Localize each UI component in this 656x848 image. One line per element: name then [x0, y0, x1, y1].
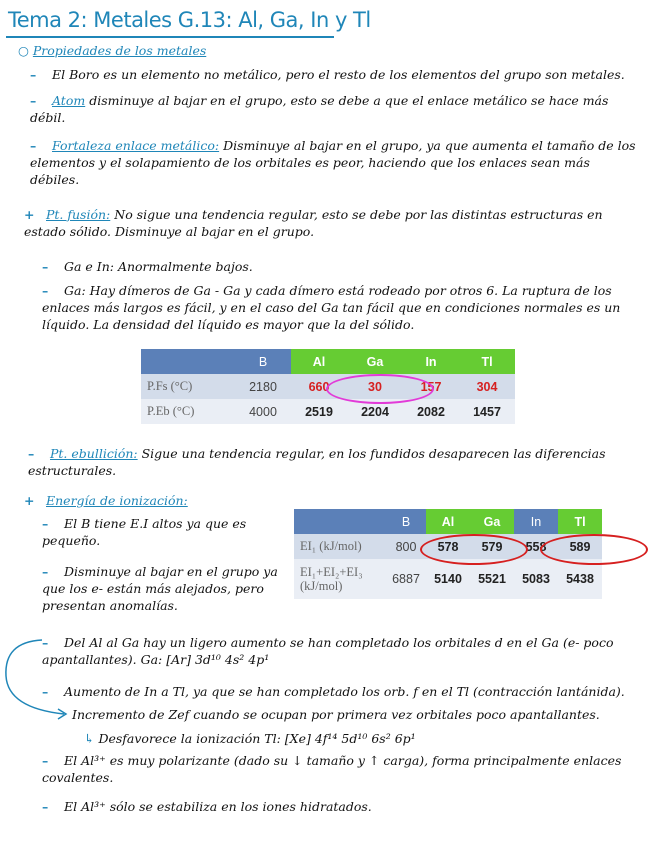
text-al3-estabiliza: El Al³⁺ sólo se estabiliza en los iones hidratados. [64, 799, 372, 814]
text-al-ga-aumento: Del Al al Ga hay un ligero aumento se han completado los orbitales d en el Ga (e- poco apantallantes). Ga: [Ar] 3d¹⁰ 4s² 4p¹ [42, 635, 614, 667]
table-cell: 2082 [403, 399, 459, 424]
circle-bullet-icon: ○ [18, 43, 33, 58]
table-header-cell: Tl [558, 509, 602, 534]
highlight-ellipse-al-ga [420, 534, 528, 565]
table-cell: 660 [291, 374, 347, 399]
table-header-row [141, 349, 515, 374]
dash-bullet-icon: – [30, 93, 37, 108]
dash-bullet-icon: – [30, 67, 37, 82]
plus-bullet-icon: + [24, 207, 35, 222]
item-al3-estabiliza [42, 798, 644, 815]
table-cell: 2519 [291, 399, 347, 424]
table-header-cell: B [386, 509, 426, 534]
dash-bullet-icon: – [42, 516, 49, 531]
table-cell: 558 [514, 534, 558, 559]
table-header-cell: In [514, 509, 558, 534]
table-cell: 157 [403, 374, 459, 399]
dash-bullet-icon: – [42, 635, 49, 650]
item-al3-polarizante [42, 752, 644, 786]
table-cell: 6887 [386, 559, 426, 599]
table-cell: EI₁ (kJ/mol) [294, 534, 386, 559]
table-cell: 578 [426, 534, 470, 559]
dash-bullet-icon: – [42, 799, 49, 814]
table-cell: 5521 [470, 559, 514, 599]
text-ga-dimeros: Ga: Hay dímeros de Ga - Ga y cada dímero está rodeado por otros 6. La ruptura de los enlaces más largos es fácil, y en el caso del Ga tan fácil que en condiciones normales es un líquido. La densidad del líquido es mayor que la del sólido. [42, 283, 621, 332]
table-cell: 5083 [514, 559, 558, 599]
text-ga-in: Ga e In: Anormalmente bajos. [64, 259, 253, 274]
table-cell: 5438 [558, 559, 602, 599]
table-header-cell: Ga [347, 349, 403, 374]
table-header-cell: In [403, 349, 459, 374]
table-cell: 5140 [426, 559, 470, 599]
text-incremento-zef: Incremento de Zef cuando se ocupan por primera vez orbitales poco apantallantes. [72, 707, 600, 722]
text-ei-boro: El B tiene E.I altos ya que es pequeño. [42, 516, 247, 548]
term-punto-fusion: Pt. fusión: [46, 207, 111, 222]
title-underline [6, 36, 334, 38]
text-desfavorece: Desfavorece la ionización Tl: [Xe] 4f¹⁴ 5d¹⁰ 6s² 6p¹ [98, 731, 416, 746]
text-boro: El Boro es un elemento no metálico, pero el resto de los elementos del grupo son metales. [52, 67, 625, 82]
text-punto-ebullicion: Sigue una tendencia regular, en los fundidos desaparecen las diferencias estructurales. [28, 446, 606, 478]
item-punto-ebullicion [28, 445, 636, 479]
table-header-cell: B [235, 349, 291, 374]
table-cell: 304 [459, 374, 515, 399]
item-ei-disminuye [42, 563, 292, 614]
dash-bullet-icon: – [28, 446, 35, 461]
dash-bullet-icon: – [42, 283, 49, 298]
text-ei-disminuye: Disminuye al bajar en el grupo ya que los e- están más alejados, pero presentan anomalías. [42, 564, 278, 613]
table-cell: EI₁+EI₂+EI₃ (kJ/mol) [294, 559, 386, 599]
table-header-cell: Ga [470, 509, 514, 534]
item-ga-in [42, 258, 632, 275]
item-boro [30, 66, 636, 83]
curved-arrow-icon: ↳ [84, 731, 99, 746]
table-cell: 589 [558, 534, 602, 559]
plus-bullet-icon: + [24, 493, 35, 508]
table-cell: 800 [386, 534, 426, 559]
table-header-cell: Al [426, 509, 470, 534]
table-cell: 30 [347, 374, 403, 399]
table-header-row [294, 509, 602, 534]
item-punto-fusion [24, 206, 636, 240]
highlight-ellipse-ga-in [326, 374, 434, 404]
table-row [294, 559, 602, 599]
table-cell: P.Eb (°C) [141, 399, 235, 424]
item-al-ga-aumento [42, 634, 636, 668]
table-cell: 1457 [459, 399, 515, 424]
table-header-cell [141, 349, 235, 374]
highlight-ellipse-in-tl [540, 534, 648, 565]
dash-bullet-icon: – [30, 138, 37, 153]
text-atom: disminuye al bajar en el grupo, esto se debe a que el enlace metálico se hace más débil. [30, 93, 609, 125]
page-title: Tema 2: Metales G.13: Al, Ga, In y Tl [8, 8, 371, 32]
item-ga-dimeros [42, 282, 638, 333]
bracket-arrow-icon [2, 636, 74, 726]
table-header-cell [294, 509, 386, 534]
text-punto-fusion: No sigue una tendencia regular, esto se debe por las distintas estructuras en estado sólido. Disminuye al bajar en el grupo. [24, 207, 603, 239]
dash-bullet-icon: – [42, 564, 49, 579]
table-cell: 579 [470, 534, 514, 559]
item-desfavorece [84, 730, 644, 747]
term-fortaleza: Fortaleza enlace metálico: [52, 138, 220, 153]
table-cell: P.Fs (°C) [141, 374, 235, 399]
text-fortaleza: Disminuye al bajar en el grupo, ya que aumenta el tamaño de los elementos y el solapamiento de los orbitales es peor, haciendo que los enlaces sean más débiles. [30, 138, 636, 187]
dash-bullet-icon: – [42, 259, 49, 274]
heading-propiedades: Propiedades de los metales [32, 43, 207, 58]
dash-bullet-icon: – [42, 753, 49, 768]
dash-bullet-icon: – [42, 684, 49, 699]
text-in-tl-aumento: Aumento de In a Tl, ya que se han completado los orb. f en el Tl (contracción lantánida). [64, 684, 625, 699]
item-in-tl-aumento [42, 683, 644, 700]
term-atom: Atom [52, 93, 86, 108]
item-incremento-zef [72, 706, 642, 723]
item-atom [30, 92, 636, 126]
table-cell: 2204 [347, 399, 403, 424]
term-punto-ebullicion: Pt. ebullición: [50, 446, 138, 461]
item-energia-ionizacion [24, 492, 324, 509]
item-fortaleza [30, 137, 636, 188]
term-energia-ionizacion: Energía de ionización: [46, 493, 188, 508]
text-al3-polarizante: El Al³⁺ es muy polarizante (dado su ↓ tamaño y ↑ carga), forma principalmente enlaces covalentes. [42, 753, 622, 785]
table-cell: 4000 [235, 399, 291, 424]
table-cell: 2180 [235, 374, 291, 399]
item-ei-boro [42, 515, 292, 549]
table-header-cell: Tl [459, 349, 515, 374]
table-row [141, 399, 515, 424]
table-header-cell: Al [291, 349, 347, 374]
section-propiedades [18, 42, 638, 59]
